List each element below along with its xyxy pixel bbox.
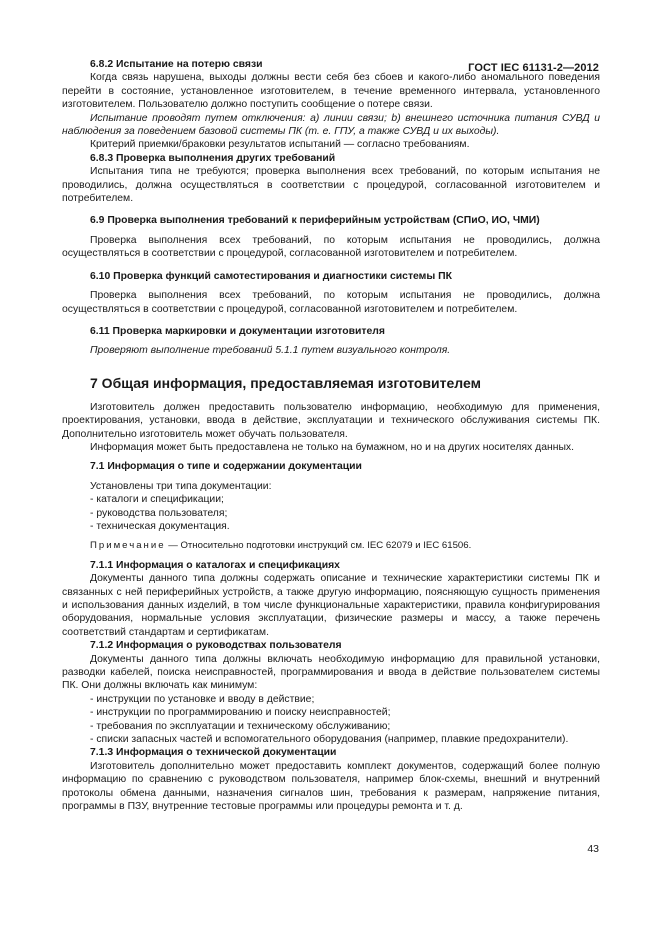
doc-type-list [62,493,600,533]
paragraph: Критерий приемки/браковки результатов испытаний — согласно требованиям. [90,139,470,151]
paragraph: Когда связь нарушена, выходы должны вести себя без сбоев и какого-либо аномального поведения перейти в состояние, установленное изготовителем, в течение временного интервала, установленного изготовителем. Пользователю должно поступить сообщение о потере связи. [62,72,600,111]
list-item: - требования по эксплуатации и техническому обслуживанию; [90,720,391,732]
document-header: ГОСТ IEC 61131-2—2012 [468,62,599,74]
heading-7-1-3: 7.1.3 Информация о технической документации [90,747,337,759]
heading-6-10: 6.10 Проверка функций самотестирования и диагностики системы ПК [90,270,452,282]
heading-7-1-1: 7.1.1 Информация о каталогах и спецификациях [90,559,340,571]
page-body [62,58,600,814]
list-item: - инструкции по установке и вводу в действие; [90,693,315,705]
list-item: - руководства пользователя; [90,507,228,519]
paragraph: Информация может быть предоставлена не только на бумажном, но и на других носителях данных. [90,441,574,453]
page-number: 43 [587,843,599,855]
note-label: Примечание [90,540,166,552]
note-text: — Относительно подготовки инструкций см. IEC 62079 и IEC 61506. [165,540,472,552]
list-item: - списки запасных частей и вспомогательного оборудования (например, плавкие предохранители). [90,734,569,746]
heading-6-8-3: 6.8.3 Проверка выполнения других требований [90,152,336,164]
heading-7: 7 Общая информация, предоставляемая изготовителем [90,374,481,391]
note [62,539,600,552]
list-item: - инструкции по программированию и поиску неисправностей; [90,707,391,719]
paragraph-italic: Испытание проводят путем отключения: a) линии связи; b) внешнего источника питания СУВД и наблюдения за поведением базовой системы ПК (т. е. ГПУ, а также СУВД и их выходы). [62,112,600,138]
paragraph: Документы данного типа должны включать необходимую информацию для правильной установки, разводки кабелей, поиска неисправностей, программирования и ввода в действие пользователем системы ПК. Они должны включать как минимум: [62,653,600,692]
paragraph: Проверка выполнения всех требований, по которым испытания не проводились, должна осуществляться в соответствии с процедурой, согласованной изготовителем и потребителем. [62,234,600,260]
heading-7-1-2: 7.1.2 Информация о руководствах пользователя [90,640,342,652]
list-item: - техническая документация. [90,520,230,532]
paragraph: Изготовитель должен предоставить пользователю информацию, необходимую для применения, проектирования, установки, ввода в действие, эксплуатации и технического обслуживания системы ПК. Дополнительно изготовитель может обучать пользователя. [62,401,600,440]
paragraph: Изготовитель дополнительно может предоставить комплект документов, содержащий более полную информацию по сравнению с руководством пользователя, например блок-схемы, внешний и внутренний протоколы обмена данными, назначения сигналов шин, требования к размерам, напряжение питания, программы в ПЗУ, внутренние тестовые программы или процедуры ремонта и т. д. [62,760,600,813]
paragraph: Установлены три типа документации: [90,480,272,492]
paragraph-italic: Проверяют выполнение требований 5.1.1 путем визуального контроля. [90,345,451,357]
heading-6-9: 6.9 Проверка выполнения требований к периферийным устройствам (СПиО, ИО, ЧМИ) [90,215,540,227]
heading-6-8-2: 6.8.2 Испытание на потерю связи [90,59,263,70]
paragraph: Проверка выполнения всех требований, по которым испытания не проводились, должна осуществляться в соответствии с процедурой, согласованной изготовителем и потребителем. [62,290,600,315]
heading-7-1: 7.1 Информация о типе и содержании документации [90,461,362,473]
list-item: - каталоги и спецификации; [90,494,224,506]
heading-6-11: 6.11 Проверка маркировки и документации изготовителя [90,325,385,337]
paragraph: Испытания типа не требуются; проверка выполнения всех требований, по которым испытания не проводились, должна осуществляться в соответствии с процедурой, согласованной изготовителем и потребителем. [62,166,600,205]
manual-contents-list [62,693,600,747]
paragraph: Документы данного типа должны содержать описание и технические характеристики системы ПК и связанных с ней периферийных устройств, а также другую информацию, поясняющую сущность применения и использования данных изделий, в том числе функциональные характеристики, правила конфигурирования оборудования, нормальные условия эксплуатации, физические размеры и массу, а также перечень соответствий стандартам и сертификатам. [62,573,600,638]
